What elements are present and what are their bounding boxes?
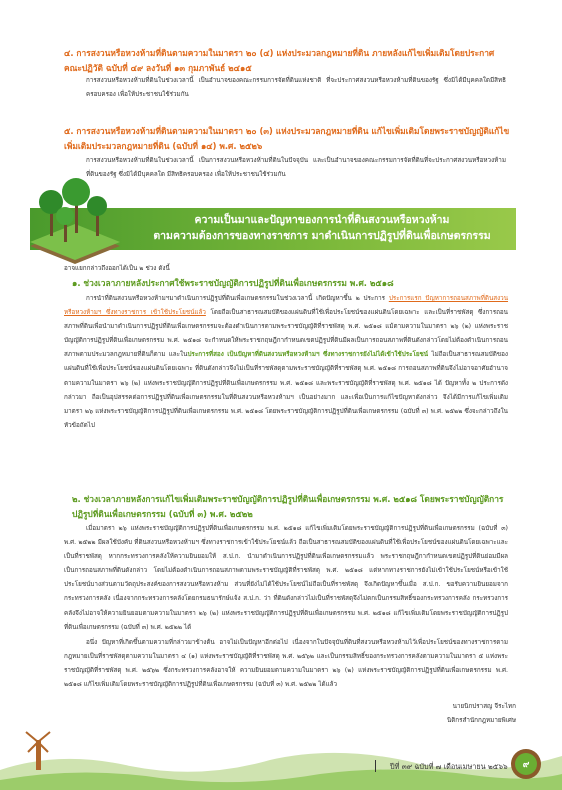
- intro-text: อาจแยกกล่าวถึงออกได้เป็น ๒ ช่วง ดังนี้: [64, 265, 170, 272]
- banner-title-line-1: ความเป็นมาและปัญหาของการนำที่ดินสงวนหรือหวงห้าม: [194, 214, 450, 226]
- part-1-emphasis-first: ประการแรก: [388, 295, 422, 302]
- author-name: นายนิกปราสญ จีระไทก: [452, 703, 516, 710]
- section-5-body: การสงวนหรือหวงห้ามที่ดินในช่วงเวลานี้ เป็นการสงวนหรือหวงห้ามที่ดินในปัจจุบัน และเป็นอำนาจของคณะกรรมการจัดที่ดินที่จะประกาศสงวนหรือหวงห้ามที่ดินของรัฐ ซึ่งมิได้มีบุคคลใด มีสิทธิครอบครอง เพื่อให้ประชาชนใช้ร่วมกัน: [86, 157, 506, 179]
- section-4-body: การสงวนหรือหวงห้ามที่ดินในช่วงเวลานี้ เป็นอำนาจของคณะกรรมการจัดที่ดินแห่งชาติ ที่จะประกาศสงวนหรือหวงห้ามที่ดินของรัฐ ซึ่งมิได้มีบุคคลใดมีสิทธิครอบครอง เพื่อให้ประชาชนใช้ร่วมกัน: [86, 77, 506, 99]
- part-1-body: [64, 292, 508, 433]
- part-2-heading: ๒. ช่วงเวลาภายหลังการแก้ไขเพิ่มเติมพระราชบัญญัติการปฏิรูปที่ดินเพื่อเกษตรกรรม พ.ศ. ๒๕๑๘ โดยพระราชบัญญัติการปฏิรูปที่ดินเพื่อเกษตรกรรม (ฉบับที่ ๓) พ.ศ. ๒๕๒๒: [72, 494, 504, 519]
- author-title: นิติกรสำนักกฎหมายพิเศษ: [446, 717, 516, 724]
- part-1-body-start: การนำที่ดินสงวนหรือหวงห้ามฯมาดำเนินการปฏิรูปที่ดินเพื่อเกษตรกรรมในช่วงเวลานี้ เกิดปัญหาขึ้น ๒ ประการ: [86, 295, 389, 302]
- part-1-body-mid: โดยถือเป็นสาธารณสมบัติของแผ่นดินที่ใช้เพื่อประโยชน์ของแผ่นดินโดยเฉพาะ และเป็นที่ราชพัสดุ ซึ่งการถอนสภาพที่ดินเพื่อนำมาดำเนินการปฏิรูปที่ดินเพื่อเกษตรกรรมจะต้องดำเนินการตามพระราชบัญญัติที่ราชพัสดุ พ.ศ. ๒๕๑๘ แม้ตามความในมาตรา ๒๖ (๒) แห่งพระราชบัญญัติการปฏิรูปที่ดินเพื่อเกษตรกรรม พ.ศ. ๒๕๑๘ จะกำหนดให้พระราชกฤษฎีกากำหนดเขตปฏิรูปที่ดินมีผลเป็นการถอนสภาพที่ดินดังกล่าวโดยไม่ต้องดำเนินการถอนสภาพตามประมวลกฎหมายที่ดินก็ตาม และใน: [64, 309, 508, 359]
- footer-landscape: [0, 730, 562, 790]
- part-2-body-2: อนึ่ง ปัญหาที่เกิดขึ้นตามความที่กล่าวมาข้างต้น อาจไม่เป็นปัญหาอีกต่อไป เนื่องจากในปัจจุบันที่ดินที่สงวนหรือหวงห้ามไว้เพื่อประโยชน์ของทางราชการตามกฎหมายเป็นที่ราชพัสดุตามความในมาตรา ๔ (๑) แห่งพระราชบัญญัติที่ราชพัสดุ พ.ศ. ๒๕๖๒ และเป็นกรรมสิทธิ์ของกระทรวงการคลังตามความในมาตรา ๕ แห่งพระราชบัญญัติที่ราชพัสดุ พ.ศ. ๒๕๖๒ ซึ่งกระทรวงการคลังอาจให้ ความยินยอมตามความในมาตรา ๒๖ (๒) แห่งพระราชบัญญัติการปฏิรูปที่ดินเพื่อเกษตรกรรม พ.ศ. ๒๕๑๘ แก้ไขเพิ่มเติมโดยพระราชบัญญัติการปฏิรูปที่ดินเพื่อเกษตรกรรม (ฉบับที่ ๓) พ.ศ. ๒๕๒๒ ได้แล้ว: [64, 639, 508, 689]
- part-1-body-end: ไม่ถือเป็นสาธารณสมบัติของแผ่นดินที่ใช้เพื่อประโยชน์ของแผ่นดินโดยเฉพาะ ที่ดินดังกล่าวจึงไม่เป็นที่ราชพัสดุตามพระราชบัญญัติที่ราชพัสดุ พ.ศ. ๒๕๑๘ การถอนสภาพที่ดินจึงไม่อาจอาศัยอำนาจ ตามความในมาตรา ๒๖ (๒) แห่งพระราชบัญญัติการปฏิรูปที่ดินเพื่อเกษตรกรรม พ.ศ. ๒๕๑๘ และพระราชบัญญัติที่ราชพัสดุ พ.ศ. ๒๕๑๘ ได้ ปัญหาทั้ง ๒ ประการดังกล่าวมา ถือเป็นอุปสรรคต่อการปฏิรูปที่ดินเพื่อเกษตรกรรมในที่ดินสงวนหรือหวงห้ามฯ เป็นอย่างมาก และเพื่อเป็นการแก้ไขปัญหาดังกล่าว จึงได้มีการแก้ไขเพิ่มเติมมาตรา ๒๖ แห่งพระราชบัญญัติการปฏิรูปที่ดินเพื่อเกษตรกรรม พ.ศ. ๒๕๑๘ โดยพระราชบัญญัติการปฏิรูปที่ดินเพื่อเกษตรกรรม (ฉบับที่ ๓) พ.ศ. ๒๕๒๒ ซึ่งจะกล่าวถึงในหัวข้อถัดไป: [64, 351, 509, 429]
- banner-title-line-2: ตามความต้องการของทางราชการ มาดำเนินการปฏิรูปที่ดินเพื่อเกษตรกรรม: [153, 230, 491, 242]
- banner-title: [132, 212, 512, 244]
- part-2-body-1: เมื่อมาตรา ๒๖ แห่งพระราชบัญญัติการปฏิรูปที่ดินเพื่อเกษตรกรรม พ.ศ. ๒๕๑๘ แก้ไขเพิ่มเติมโดยพระราชบัญญัติการปฏิรูปที่ดินเพื่อเกษตรกรรม (ฉบับที่ ๓) พ.ศ. ๒๕๒๒ มีผลใช้บังคับ ที่ดินสงวนหรือหวงห้ามฯ ซึ่งทางราชการเข้าใช้ประโยชน์แล้ว ถือเป็นสาธารณสมบัติของแผ่นดินที่ใช้เพื่อประโยชน์ของแผ่นดินโดยเฉพาะและเป็นที่ราชพัสดุ หากกระทรวงการคลังให้ความยินยอมให้ ส.ป.ก. นำมาดำเนินการปฏิรูปที่ดินเพื่อเกษตรกรรมแล้ว พระราชกฤษฎีกากำหนดเขตปฏิรูปที่ดินย่อมมีผลเป็นการถอนสภาพที่ดินดังกล่าว โดยไม่ต้องดำเนินการถอนสภาพตามพระราชบัญญัติที่ราชพัสดุ พ.ศ. ๒๕๑๘ แต่หากทางราชการยังไม่เข้าใช้ประโยชน์หรือเข้าใช้ประโยชน์บางส่วนตามวัตถุประสงค์ของการสงวนหรือหวงห้าม ส่วนที่ยังไม่ได้ใช้ประโยชน์ไม่ถือเป็นที่ราชพัสดุ จึงเกิดปัญหาขึ้นเมื่อ ส.ป.ก. ขอรับความยินยอมจากกระทรวงการคลัง เนื่องจากกระทรวงการคลังโดยกรมธนารักษ์แจ้ง ส.ป.ก. ว่า ที่ดินดังกล่าวไม่เป็นที่ราชพัสดุจึงไม่ตกเป็นกรรมสิทธิ์ของกระทรวงการคลัง กระทรวงการคลังจึงไม่อาจให้ความยินยอมตามความในมาตรา ๒๖ (๒) แห่งพระราชบัญญัติการปฏิรูปที่ดินเพื่อเกษตรกรรม พ.ศ. ๒๕๑๘ แก้ไขเพิ่มเติมโดยพระราชบัญญัติการปฏิรูปที่ดินเพื่อเกษตรกรรม (ฉบับที่ ๓) พ.ศ. ๒๕๒๒ ได้: [64, 525, 508, 631]
- part-1-heading: ๑. ช่วงเวลาภายหลังประกาศใช้พระราชบัญญัติการปฏิรูปที่ดินเพื่อเกษตรกรรม พ.ศ. ๒๕๑๘: [72, 278, 394, 288]
- section-4-heading: ๔. การสงวนหรือหวงห้ามที่ดินตามความในมาตรา ๒๐ (๔) แห่งประมวลกฎหมายที่ดิน ภายหลังแก้ไขเพิ่มเติมโดยประกาศคณะปฏิวัติ ฉบับที่ ๔๙ ลงวันที่ ๑๓ กุมภาพันธ์ ๒๔๑๕: [64, 48, 495, 73]
- section-5-heading: ๕. การสงวนหรือหวงห้ามที่ดินตามความในมาตรา ๒๐ (๓) แห่งประมวลกฎหมายที่ดิน แก้ไขเพิ่มเติมโดยพระราชบัญญัติแก้ไขเพิ่มเติมประมวลกฎหมายที่ดิน (ฉบับที่ ๑๔) พ.ศ. ๒๕๒๖: [64, 126, 510, 151]
- part-1-emphasis-second: ประการที่สอง เป็นปัญหาที่ดินสงวนหรือหวงห้ามฯ ซึ่งทางราชการยังไม่ได้เข้าใช้ประโยชน์: [187, 351, 429, 359]
- trees-illustration: [20, 176, 130, 266]
- author-signature: [447, 700, 516, 728]
- footer-divider: [375, 760, 376, 772]
- footer-issue-info: ปีที่ ๓๙ ฉบับที่ ๗ เดือนเมษายน ๒๕๖๖: [390, 762, 508, 771]
- part-1-emphasis-first-detail: ปัญหาการถอนสภาพที่ดินสงวนหรือหวงห้ามฯ ซึ่งทางราชการ เข้าใช้ประโยชน์แล้ว: [64, 295, 509, 317]
- page-number: ๙: [522, 760, 530, 770]
